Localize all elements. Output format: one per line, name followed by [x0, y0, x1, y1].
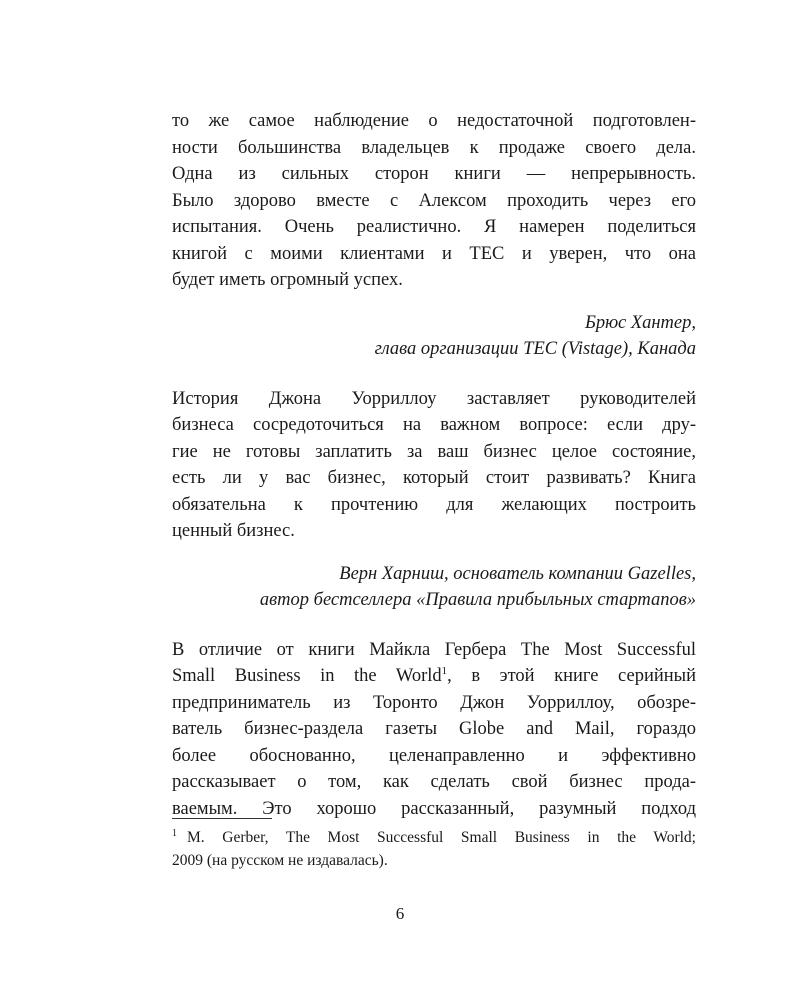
- attribution-line: Верн Харниш, основатель компании Gazelles,: [339, 563, 696, 584]
- footnote-text: M. Gerber, The Most Successful Small Business in the World;: [187, 829, 696, 846]
- footnote: [172, 826, 696, 872]
- text-line: В отличие от книги Майкла Гербера The Most Successful: [172, 639, 696, 660]
- text-line: ности большинства владельцев к продаже своего дела.: [172, 137, 696, 158]
- text-line: Одна из сильных сторон книги — непрерывность.: [172, 164, 696, 184]
- page-number: 6: [395, 904, 405, 923]
- spacer: [172, 363, 696, 386]
- attribution-harnish: [172, 561, 696, 614]
- paragraph-review-gerber: [172, 637, 696, 823]
- text-line: ватель бизнес-раздела газеты Globe and Mail, гораздо: [172, 719, 696, 739]
- footnote-line: [172, 826, 696, 849]
- text-line: предприниматель из Торонто Джон Уорриллоу, обозре-: [172, 692, 696, 713]
- attribution-hunter: [172, 310, 696, 363]
- text-line: бизнеса сосредоточиться на важном вопросе: если дру-: [172, 415, 696, 435]
- text-line: будет иметь огромный успех.: [172, 270, 403, 290]
- footnote-divider: [172, 818, 272, 819]
- text-line: гие не готовы заплатить за ваш бизнес целое состояние,: [172, 441, 696, 462]
- text-line: История Джона Уорриллоу заставляет руководителей: [172, 388, 696, 409]
- text-line: то же самое наблюдение о недостаточной подготовлен-: [172, 111, 696, 131]
- text-line: испытания. Очень реалистично. Я намерен поделиться: [172, 217, 696, 237]
- footnote-line: 2009 (на русском не издавалась).: [172, 852, 388, 869]
- text-segment: Small Business in the World: [172, 666, 442, 686]
- text-line-with-footnote-ref: [172, 663, 696, 690]
- text-line: есть ли у вас бизнес, который стоит развивать? Книга: [172, 468, 696, 488]
- attribution-line: автор бестселлера «Правила прибыльных стартапов»: [259, 590, 696, 610]
- text-line: ваемым. Это хорошо рассказанный, разумный подход: [172, 798, 696, 819]
- paragraph-review-hunter: [172, 108, 696, 294]
- footnote-marker: 1: [172, 827, 177, 839]
- page-body: [172, 108, 696, 822]
- attribution-line: глава организации TEC (Vistage), Канада: [374, 339, 696, 359]
- text-line: обязательна к прочтению для желающих построить: [172, 494, 696, 515]
- spacer: [172, 614, 696, 637]
- text-segment: , в этой книге серийный: [447, 666, 696, 686]
- paragraph-review-harnish: [172, 386, 696, 545]
- text-line: Было здорово вместе с Алексом проходить через его: [172, 190, 696, 211]
- text-line: рассказывает о том, как сделать свой бизнес прода-: [172, 772, 696, 792]
- text-line: более обоснованно, целенаправленно и эффективно: [172, 745, 696, 766]
- text-line: книгой с моими клиентами и TEC и уверен, что она: [172, 243, 696, 264]
- text-line: ценный бизнес.: [172, 521, 295, 541]
- footnote-reference[interactable]: 1: [441, 664, 448, 677]
- attribution-line: Брюс Хантер,: [585, 312, 696, 333]
